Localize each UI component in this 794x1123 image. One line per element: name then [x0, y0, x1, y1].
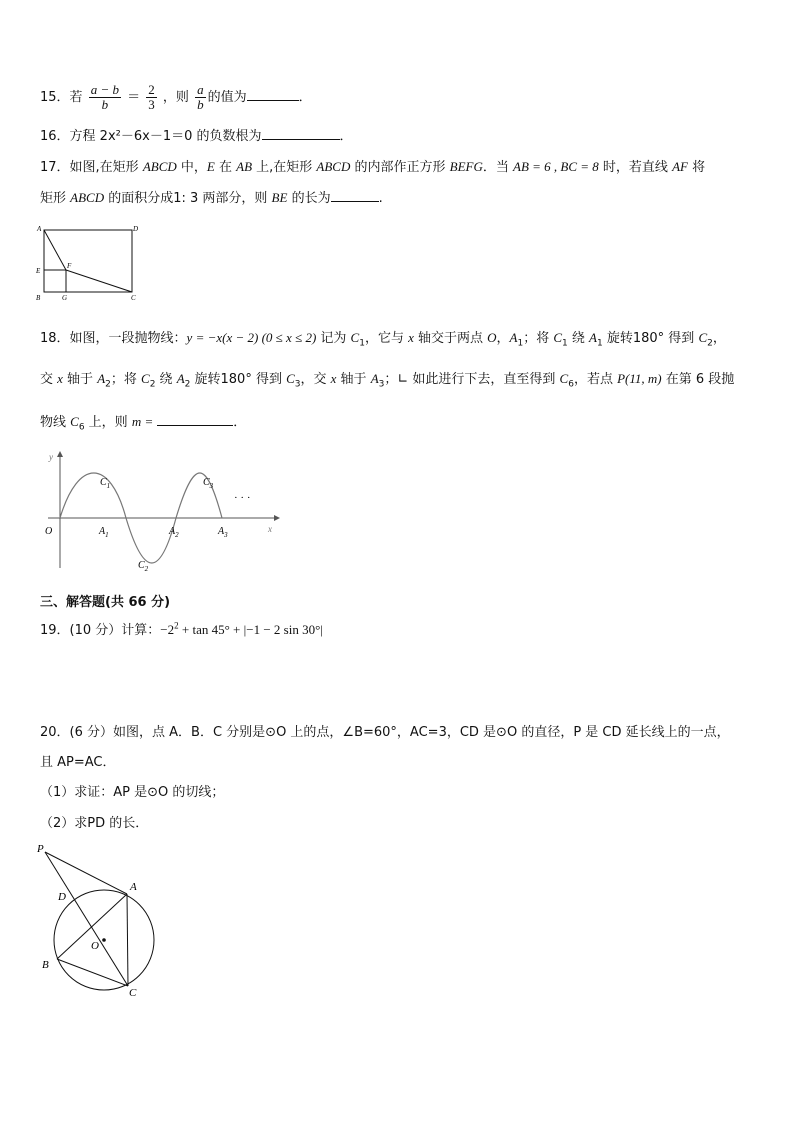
- q15-number: 15．: [40, 90, 70, 105]
- label-y: y: [49, 452, 53, 462]
- line-pc: [45, 852, 128, 986]
- question-20-part-1: （1）求证：AP 是⊙O 的切线；: [40, 785, 225, 800]
- label-C: C: [131, 294, 136, 302]
- question-17-line-1: 17．如图,在矩形 ABCD 中，E 在 AB 上,在矩形 ABCD 的内部作正方形 BEFG．当 AB = 6 , BC = 8 时，若直线 AF 将: [40, 159, 706, 175]
- q15-fraction-3: $\frac{a}{b}$: [197, 82, 204, 112]
- center-point: [102, 938, 106, 942]
- label-A: A: [37, 225, 42, 233]
- curve-c1: [60, 473, 126, 518]
- label-B: B: [36, 294, 41, 302]
- label-x: x: [268, 524, 272, 534]
- label-F: F: [67, 262, 72, 270]
- x-axis-arrow: [274, 515, 280, 521]
- question-19: 19．(10 分）计算：$-2^2 + \tan 45^\circ + |-1 - 2$ sin 30°|: [40, 620, 323, 638]
- label-C1: $C_1$: [100, 477, 111, 490]
- label-A: A: [130, 881, 137, 893]
- q15-fraction-2: $\frac{2}{3}$: [148, 82, 155, 112]
- label-D: D: [58, 891, 66, 903]
- section-heading: 三、解答题(共 66 分): [40, 595, 171, 610]
- q18-parabola-figure: [38, 448, 284, 576]
- line-pa: [45, 852, 127, 894]
- label-O: O: [91, 940, 99, 952]
- question-15: 15．若 $\frac{a - b}{b}$ ＝ $\frac{2}{3}$ ，则 $\frac{a}{b}$ 的值为 ．: [40, 82, 312, 112]
- label-C: C: [129, 987, 137, 999]
- q17-rectangle-figure: [32, 222, 142, 304]
- answer-blank[interactable]: [262, 139, 340, 140]
- line-fc: [66, 270, 132, 292]
- question-16: 16．方程 2x²－6x－1＝0 的负数根为 ．: [40, 129, 353, 144]
- label-B: B: [42, 959, 49, 971]
- square-befg: [44, 270, 66, 292]
- q15-fraction-1: $\frac{a - b}{b}$: [90, 82, 119, 112]
- label-C2: $C_2$: [138, 560, 149, 573]
- label-D: D: [133, 225, 139, 233]
- line-ac: [127, 894, 128, 986]
- continuation-dots: · · ·: [234, 492, 251, 504]
- label-A1: $A_1$: [99, 526, 109, 539]
- label-E: E: [36, 267, 41, 275]
- question-20-line-1: 20．(6 分）如图，点 A．B．C 分别是⊙O 上的点，∠B=60°，AC=3，CD 是⊙O 的直径，P 是 CD 延长线上的一点，: [40, 725, 730, 740]
- line-bc: [57, 959, 128, 986]
- label-A3: $A_3$: [218, 526, 228, 539]
- line-af: [44, 230, 66, 270]
- q20-circle-figure: [30, 836, 164, 1000]
- question-18-line-3: 物线 $C_6$ 上，则 m = ．: [40, 414, 247, 433]
- question-18-line-2: 交 x 轴于 $A_2$；将 $C_2$ 绕 $A_2$ 旋转180° 得到 $C_3$，交 x 轴于 $A_3$；∟ 如此进行下去，直至得到 $C_6$，若点 P(11, m) 在第 6 段抛: [40, 371, 735, 390]
- label-P: P: [37, 843, 44, 855]
- label-G: G: [62, 294, 68, 302]
- curve-c3: [176, 473, 222, 518]
- curve-c2: [126, 518, 176, 563]
- label-A2: $A_2$: [169, 526, 179, 539]
- answer-blank[interactable]: [331, 201, 379, 202]
- label-O: O: [45, 526, 53, 537]
- question-20-part-2: （2）求PD 的长．: [40, 816, 149, 831]
- question-20-line-2: 且 AP=AC．: [40, 755, 116, 770]
- y-axis-arrow: [57, 451, 63, 457]
- answer-blank[interactable]: [247, 100, 299, 101]
- answer-blank[interactable]: [157, 425, 233, 426]
- rectangle-abcd: [44, 230, 132, 292]
- question-17-line-2: 矩形 ABCD 的面积分成1: 3 两部分，则 BE 的长为 .: [40, 190, 383, 206]
- label-C3: $C_3$: [203, 477, 214, 490]
- question-18-line-1: 18．如图，一段抛物线：y = −x(x − 2) (0 ≤ x ≤ 2) 记为 $C_1$，它与 x 轴交于两点 O，$A_1$；将 $C_1$ 绕 $A_1$ 旋转180° 得到 $C_2$，: [40, 330, 726, 349]
